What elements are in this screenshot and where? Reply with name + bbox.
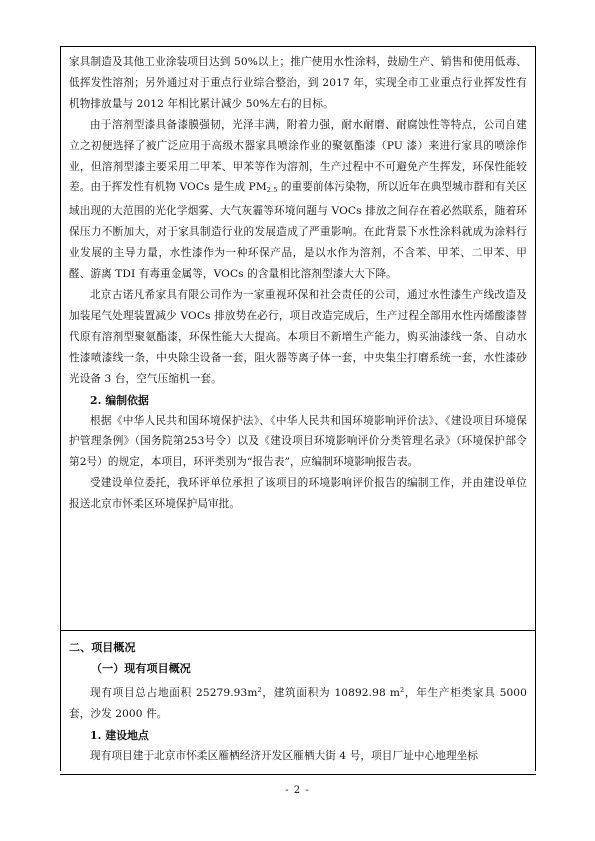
report-table-frame <box>60 46 536 771</box>
heading-construction-site: 1. 建设地点 <box>90 728 149 742</box>
project-overview-section <box>61 631 535 771</box>
paragraph-area-output <box>69 680 527 725</box>
paragraph-solvent-paint-text-b: 的重要前体污染物，所以近年在典型城市群和有关区域出现的大范围的光化学烟雾、大气灰霾等环境问题与 VOCs 排放之间存在着必然联系，随着环保压力不断加大，对于家具制造行业的发展造成了严重影响。在此背景下水性涂料就成为涂料行业发展的主导力量，水性漆作为一种环保产品，是以水作为溶剂，不含苯、甲苯、二甲苯、甲醛、游离 TDI 有毒重金属等，VOCs 的含量相比溶剂型漆大大下降。 <box>69 181 528 281</box>
paragraph-legal-basis: 根据《中华人民共和国环境保护法》、《中华人民共和国环境影响评价法》、《建设项目环境保护管理条例》（国务院第253号令）以及《建设项目环境影响评价分类管理名录》（环境保护部令第2号）的规定，本项目，环评类别为“报告表”，应编制环境影响报告表。 <box>69 414 527 469</box>
area-superscript-2: 2 <box>400 686 405 694</box>
area-superscript-1: 2 <box>257 686 262 694</box>
background-section <box>61 47 535 631</box>
pm-subscript: 2.5 <box>266 186 278 195</box>
section-title-project-overview: 二、项目概况 <box>69 641 136 654</box>
page-number: - 2 - <box>285 785 310 796</box>
paragraph-commission: 受建设单位委托，我环评单位承担了该项目的环境影响评价报告的编制工作，并由建设单位报送北京市怀柔区环境保护局审批。 <box>69 477 527 511</box>
paragraph-policy-targets: 家具制造及其他工业涂装项目达到 50%以上；推广使用水性涂料，鼓励生产、销售和使用低毒、低挥发性溶剂；另外通过对于重点行业综合整治，到 2017 年，实现全市工业重点行业挥发性有机物排放量与 2012 年相比累计减少 50%左右的目标。 <box>69 56 527 110</box>
bottom-rule <box>60 774 536 775</box>
paragraph-company-upgrade: 北京古诺凡希家具有限公司作为一家重视环保和社会责任的公司，通过水性漆生产线改造及加装尾气处理装置减少 VOCs 排放势在必行，项目改造完成后，生产过程全部用水性丙烯酸漆替代原有溶剂型聚氨酯漆，环保性能大大提高。本项目不新增生产能力，购买油漆线一条、自动水性漆喷漆线一条，中央除尘设备一套，阻火器等离子体一套，中央集尘打磨系统一套，水性漆砂光设备 3 台，空气压缩机一套。 <box>69 288 527 385</box>
area-text-b: ，建筑面积为 10892.98 m <box>261 687 401 699</box>
subsection-title-existing-project: （一）现有项目概况 <box>91 662 191 675</box>
heading-compilation-basis: 2. 编制依据 <box>90 393 149 407</box>
area-text-c: ，年生产柜类家具 5000 套，沙发 2000 件。 <box>69 687 527 720</box>
paragraph-solvent-paint-text-a: 由于溶剂型漆具备漆膜强韧，光泽丰满，附着力强，耐水耐磨、耐腐蚀性等特点，公司自建立之初便选择了被广泛应用于高级木器家具喷涂作业的聚氨酯漆（PU 漆）来进行家具的喷涂作业，但溶剂型漆主要采用二甲苯、甲苯等作为溶剂，生产过程中不可避免产生挥发，环保性能较差。由于挥发性有机物 VOCs 是生成 PM <box>69 118 527 194</box>
paragraph-site-location: 现有项目建于北京市怀柔区雁栖经济开发区雁栖大街 4 号，项目厂址中心地理坐标 <box>90 749 479 762</box>
area-text-a: 现有项目总占地面积 25279.93m <box>90 687 258 699</box>
paragraph-solvent-paint <box>69 115 527 285</box>
